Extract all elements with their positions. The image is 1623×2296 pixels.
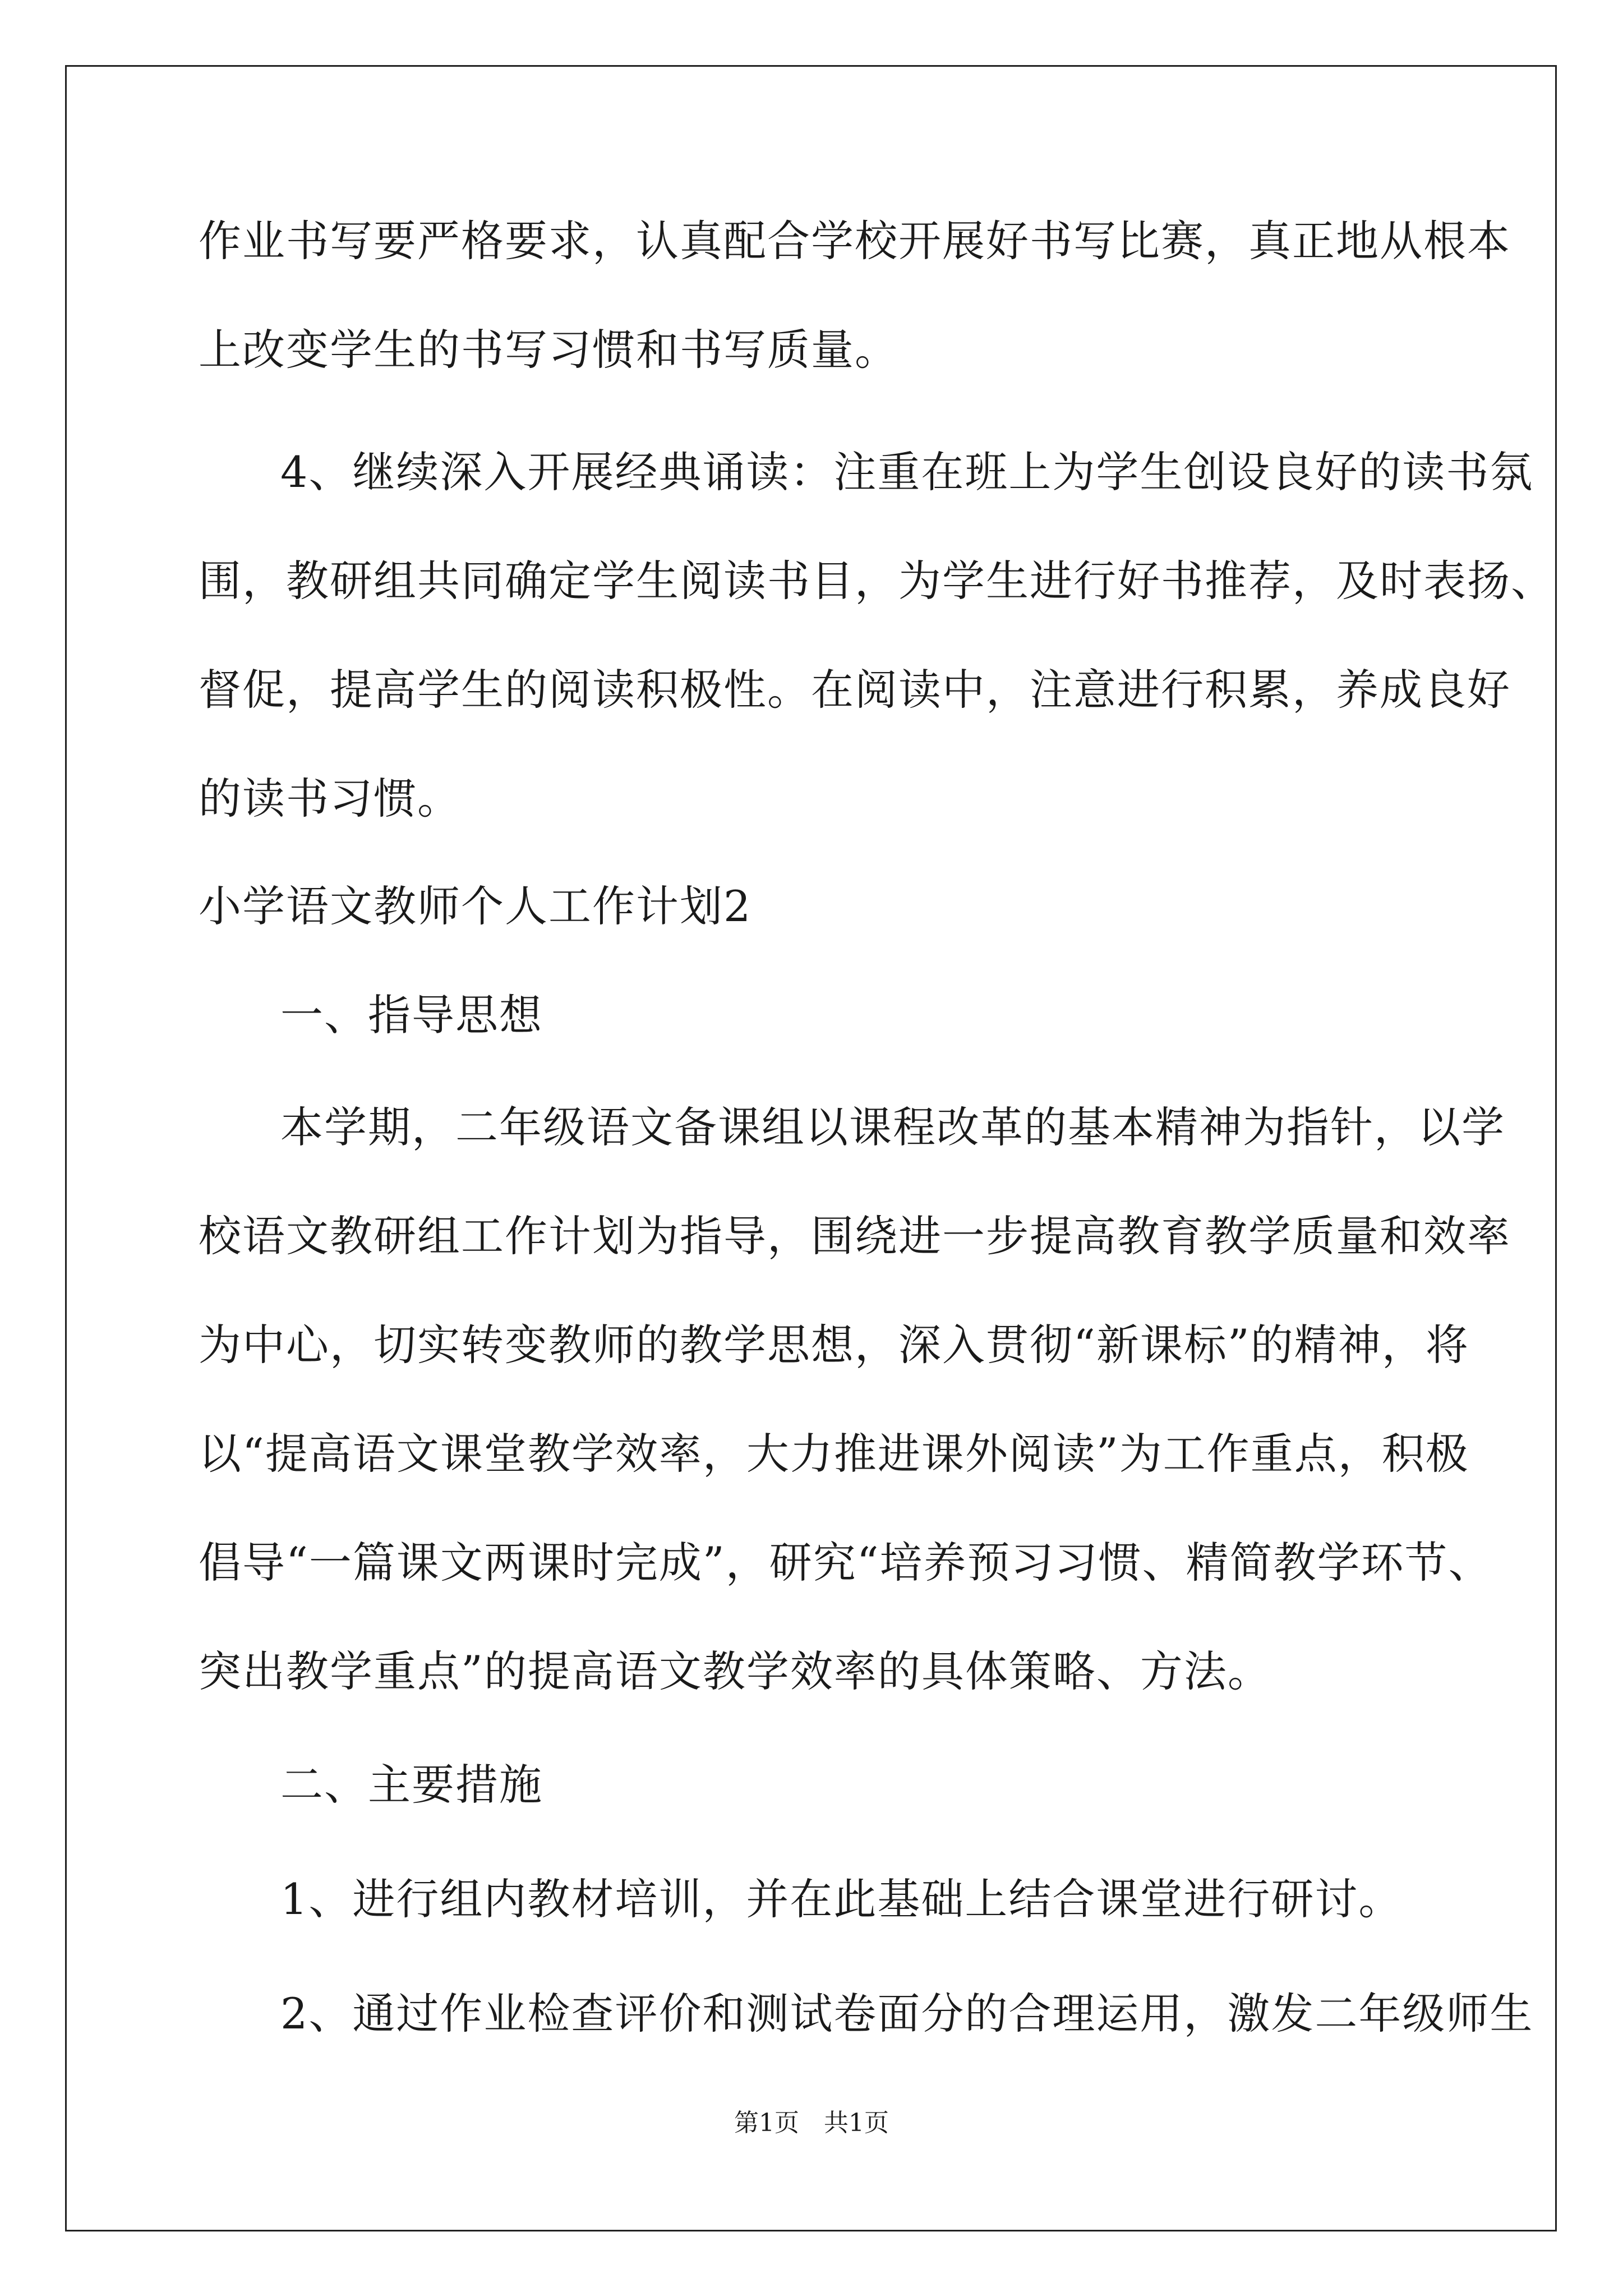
paragraph-line: 的读书习惯。 [199,774,461,823]
paragraph-line: 围，教研组共同确定学生阅读书目，为学生进行好书推荐，及时表扬、 [199,556,1555,606]
paragraph-line: 以“提高语文课堂教学效率，大力推进课外阅读”为工作重点，积极 [199,1429,1469,1479]
section-title: 小学语文教师个人工作计划2 [199,881,752,931]
paragraph-line: 为中心，切实转变教师的教学思想，深入贯彻“新课标”的精神，将 [199,1320,1469,1370]
page-footer: 第1页 共1页 [734,2109,889,2137]
paragraph-line: 1、进行组内教材培训，并在此基础上结合课堂进行研讨。 [280,1874,1403,1924]
paragraph-line: 校语文教研组工作计划为指导，围绕进一步提高教育教学质量和效率 [199,1211,1511,1261]
section-heading: 一、指导思想 [280,990,543,1040]
paragraph-line: 倡导“一篇课文两课时完成”，研究“培养预习习惯、精简教学环节、 [199,1538,1492,1588]
paragraph-line: 督促，提高学生的阅读积极性。在阅读中，注意进行积累，养成良好 [199,665,1511,715]
paragraph-line: 作业书写要严格要求，认真配合学校开展好书写比赛，真正地从根本 [199,216,1511,266]
paragraph-line: 4、继续深入开展经典诵读：注重在班上为学生创设良好的读书氛 [280,447,1534,497]
section-heading: 二、主要措施 [280,1760,543,1810]
paragraph-line: 本学期，二年级语文备课组以课程改革的基本精神为指针，以学 [280,1102,1505,1152]
paragraph-line: 突出教学重点”的提高语文教学效率的具体策略、方法。 [199,1646,1271,1696]
paragraph-line: 2、通过作业检查评价和测试卷面分的合理运用，激发二年级师生 [280,1989,1534,2039]
paragraph-line: 上改变学生的书写习惯和书写质量。 [199,325,898,375]
